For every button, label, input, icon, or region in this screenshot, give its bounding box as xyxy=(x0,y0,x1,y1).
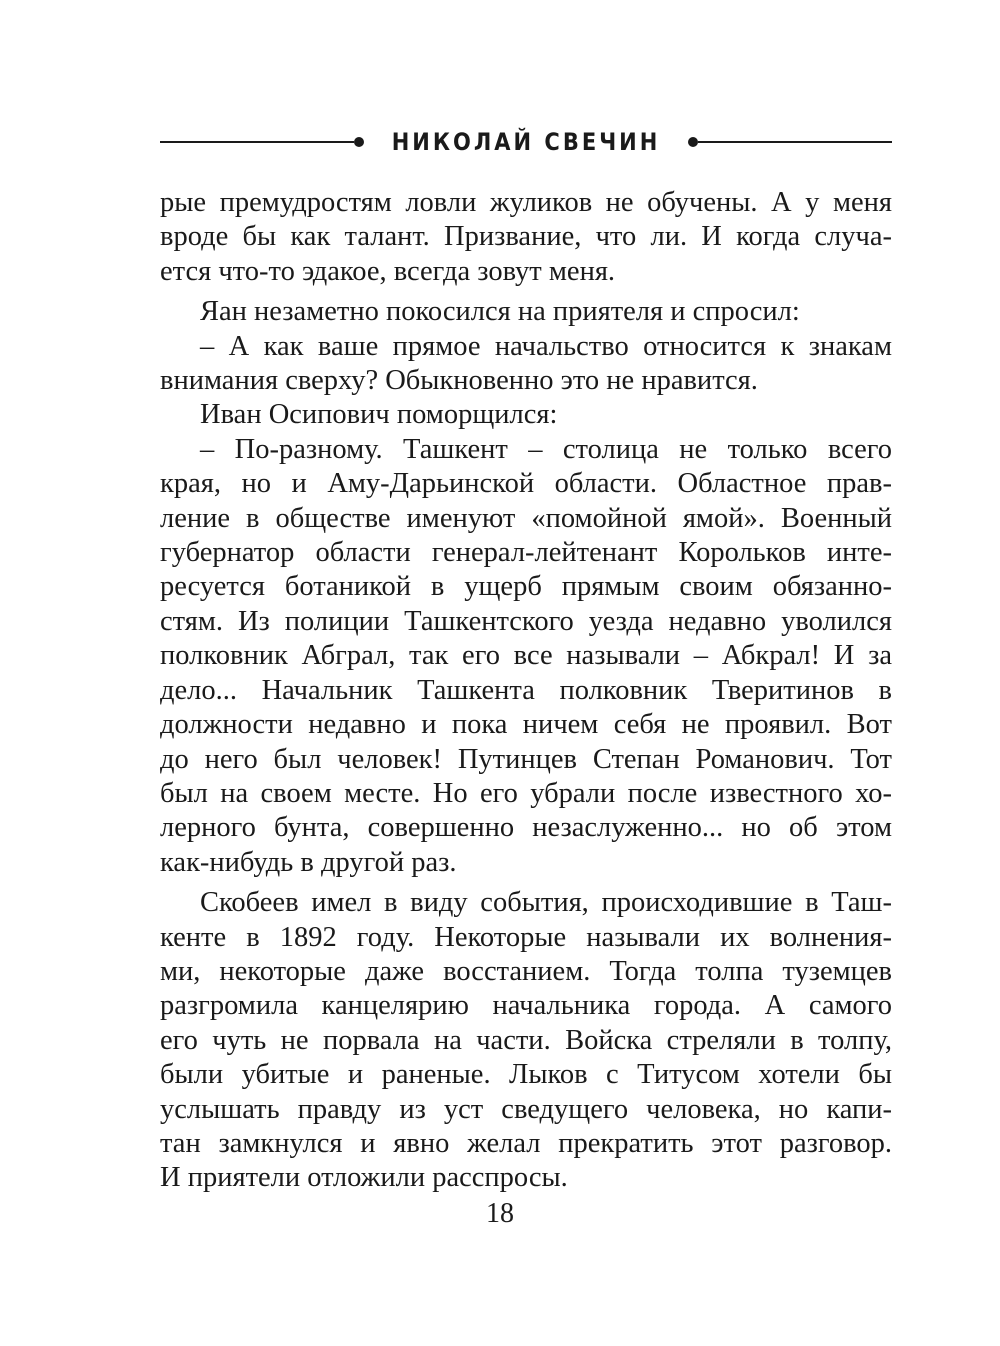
header-rule-left xyxy=(160,141,354,143)
text-line: рые премудростям ловли жуликов не обучены. А у меня xyxy=(160,187,892,218)
text-line: вроде бы как талант. Призвание, что ли. И когда случа- xyxy=(160,221,892,253)
text-line: до него был человек! Путинцев Степан Романович. Тот xyxy=(160,743,892,775)
text-line: должности недавно и пока ничем себя не проявил. Вот xyxy=(160,709,892,741)
running-title: НИКОЛАЙ СВЕЧИН xyxy=(391,128,661,156)
text-line: был на своем месте. Но его убрали после известного хо- xyxy=(160,777,892,809)
header-rule-right xyxy=(698,141,892,143)
text-line: были убитые и раненые. Лыков с Титусом хотели бы xyxy=(160,1059,892,1091)
text-line: тан замкнулся и явно желал прекратить этот разговор. xyxy=(160,1127,892,1159)
text-line: услышать правду из уст сведущего человека, но капи- xyxy=(160,1093,892,1125)
text-line: разгромила канцелярию начальника города. А самого xyxy=(160,990,892,1022)
text-line: стям. Из полиции Ташкентского уезда недавно уволился xyxy=(160,605,892,637)
header-bullet-right xyxy=(688,137,698,147)
text-line: ется что-то эдакое, всегда зовут меня. xyxy=(160,255,616,287)
body-text xyxy=(160,186,892,1196)
text-line: края, но и Аму-Дарьинской области. Областное прав- xyxy=(160,468,892,500)
text-line: губернатор области генерал-лейтенант Корольков инте- xyxy=(160,537,892,569)
text-line: кенте в 1892 году. Некоторые называли их волнения- xyxy=(160,921,892,953)
text-line: лерного бунта, совершенно незаслуженно... но об этом xyxy=(160,812,892,844)
text-line: – По-разному. Ташкент – столица не только всего xyxy=(200,433,892,465)
text-line: внимания сверху? Обыкновенно это не нравится. xyxy=(160,365,758,397)
text-line: Скобеев имел в виду события, происходившие в Таш- xyxy=(200,887,892,919)
text-line: ресуется ботаникой в ущерб прямым своим обязанно- xyxy=(160,571,892,603)
text-line: как-нибудь в другой раз. xyxy=(160,846,457,878)
running-header xyxy=(160,122,892,162)
text-line: Иван Осипович поморщился: xyxy=(200,399,558,431)
text-line: – А как ваше прямое начальство относится к знакам xyxy=(200,330,892,362)
page-number: 18 xyxy=(486,1198,514,1229)
text-line: ление в обществе именуют «помойной ямой». Военный xyxy=(160,502,892,534)
text-line: дело... Начальник Ташкента полковник Тверитинов в xyxy=(160,674,892,706)
text-line: И приятели отложили расспросы. xyxy=(160,1162,568,1194)
text-line: ми, некоторые даже восстанием. Тогда толпа туземцев xyxy=(160,955,892,987)
text-line: полковник Абграл, так его все называли – Абкрал! И за xyxy=(160,640,892,672)
header-bullet-left xyxy=(354,137,364,147)
text-line: его чуть не порвала на части. Войска стреляли в толпу, xyxy=(160,1024,892,1056)
text-line: Яан незаметно покосился на приятеля и спросил: xyxy=(200,296,800,328)
